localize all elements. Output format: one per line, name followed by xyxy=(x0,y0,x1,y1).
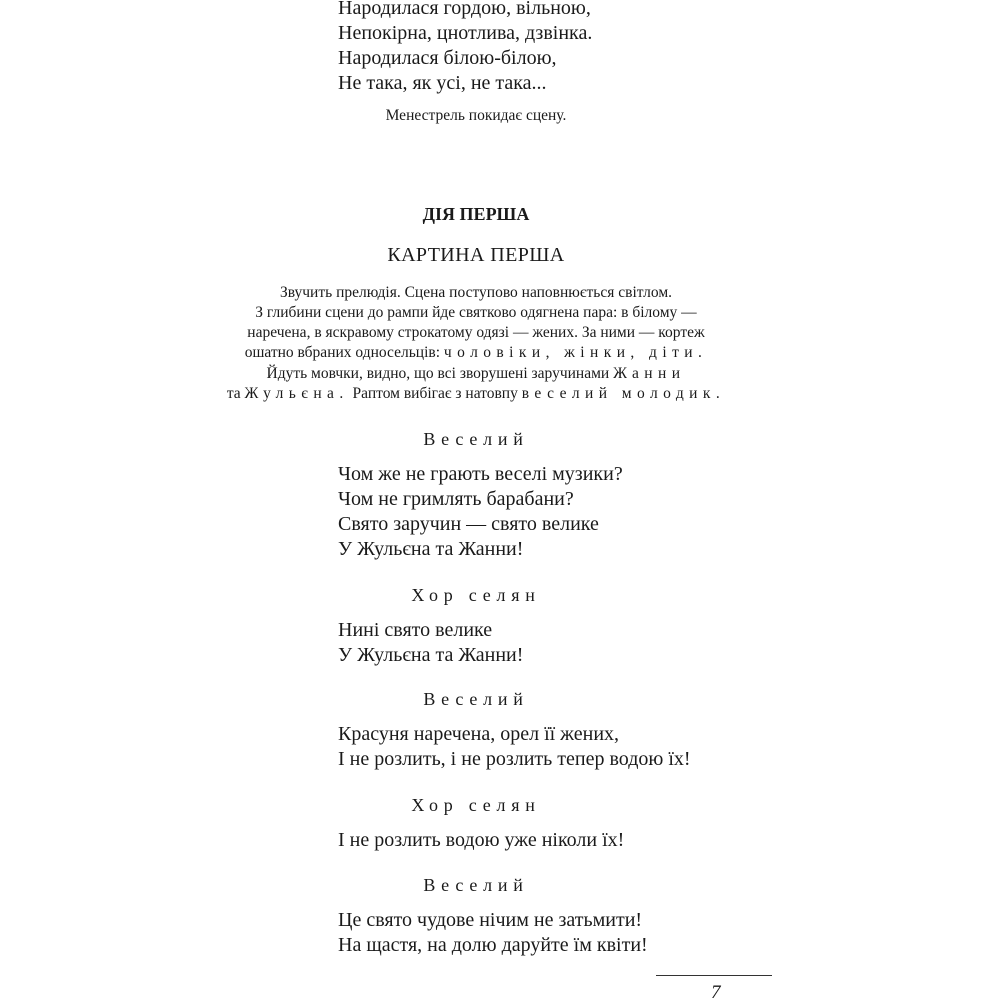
stage-direction-text: ошатно вбраних односельців: xyxy=(244,344,444,361)
verse-line: І не розлить, і не розлить тепер водою їх! xyxy=(338,748,691,770)
speaker-name: Хор селян xyxy=(411,795,541,815)
stage-direction-text: та xyxy=(226,385,245,402)
verse-line: Це свято чудове нічим не затьмити! xyxy=(338,909,643,931)
stage-direction-character-name: Жульєна. xyxy=(244,385,349,402)
verse-line: Свято заручин — свято велике xyxy=(338,513,599,535)
stage-direction-characters: чоловіки, жінки, діти. xyxy=(443,344,708,361)
verse-line: Чом не гримлять барабани? xyxy=(338,488,574,510)
verse-line: Нині свято велике xyxy=(338,619,493,641)
stage-direction-line: наречена, в яскравому строкатому одязі — жених. За ними — кортеж xyxy=(247,324,705,341)
speaker-name: Хор селян xyxy=(411,585,541,605)
verse-line: У Жульєна та Жанни! xyxy=(338,538,524,560)
stage-direction-character-name: веселий молодик. xyxy=(521,385,726,402)
verse-line: І не розлить водою уже ніколи їх! xyxy=(338,829,625,851)
stage-direction-text: Раптом вибігає з натовпу xyxy=(348,385,522,402)
stage-direction-line: З глибини сцени до рампи йде святково одягнена пара: в білому — xyxy=(255,304,697,321)
verse-line: Народилася гордою, вільною, xyxy=(338,0,591,19)
stage-direction-text: Йдуть мовчки, видно, що всі зворушені заручинами xyxy=(266,365,614,382)
stage-direction-line xyxy=(0,384,952,404)
footer-rule xyxy=(656,975,772,976)
stage-direction-line: Звучить прелюдія. Сцена поступово наповнюється світлом. xyxy=(279,284,673,301)
verse-line: Непокірна, цнотлива, дзвінка. xyxy=(338,22,593,44)
verse-line: Народилася білою-білою, xyxy=(338,47,557,69)
verse-line: У Жульєна та Жанни! xyxy=(338,644,524,666)
verse-line: На щастя, на долю даруйте їм квіти! xyxy=(338,934,648,956)
stage-direction-exit: Менестрель покидає сцену. xyxy=(385,107,567,124)
page-number: 7 xyxy=(711,982,721,1003)
verse-line: Красуня наречена, орел її жених, xyxy=(338,723,620,745)
stage-direction-character-name: Жанни xyxy=(613,365,686,382)
speaker-name: Веселий xyxy=(423,429,529,449)
speaker-name: Веселий xyxy=(423,689,529,709)
speaker-name: Веселий xyxy=(423,875,529,895)
scene-title: КАРТИНА ПЕРША xyxy=(387,244,565,266)
verse-line: Не така, як усі, не така... xyxy=(338,72,547,94)
verse-line: Чом же не грають веселі музики? xyxy=(338,463,623,485)
act-title: ДІЯ ПЕРША xyxy=(422,204,530,224)
stage-direction-line xyxy=(0,343,952,363)
stage-direction-line xyxy=(0,364,952,384)
